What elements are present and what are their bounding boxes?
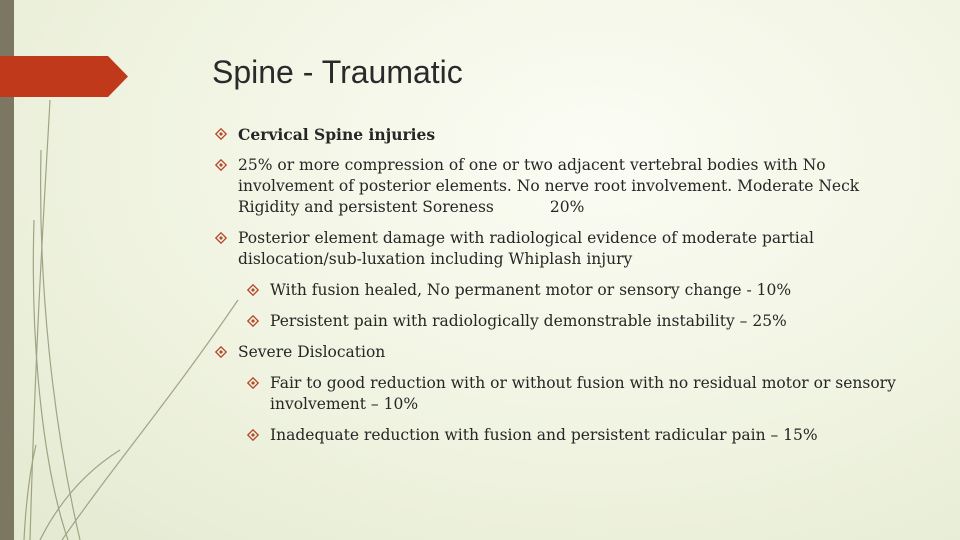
- diamond-bullet-icon: [215, 128, 227, 140]
- sub-bullet-item: [214, 280, 914, 301]
- diamond-bullet-icon: [247, 377, 259, 389]
- bullet-item: [214, 155, 914, 218]
- bullet-item: [214, 124, 914, 145]
- bullet-text: With fusion healed, No permanent motor or sensory change - 10%: [270, 281, 792, 299]
- title-accent-tab: [0, 56, 128, 97]
- bullet-text: 25% or more compression of one or two adjacent vertebral bodies with No involvement of posterior elements. No nerve root involvement. Moderate Neck Rigidity and persistent Soreness: [238, 156, 860, 216]
- sub-bullet-item: [214, 373, 914, 415]
- bullet-item: [214, 228, 914, 270]
- diamond-bullet-icon: [215, 346, 227, 358]
- sub-bullet-item: [214, 311, 914, 332]
- diamond-bullet-icon: [247, 284, 259, 296]
- bullet-text: Posterior element damage with radiological evidence of moderate partial dislocation/sub-luxation including Whiplash injury: [238, 229, 814, 268]
- bullet-text: Severe Dislocation: [238, 343, 386, 361]
- bullet-item: [214, 342, 914, 363]
- bullet-text: Persistent pain with radiologically demonstrable instability – 25%: [270, 312, 787, 330]
- slide-title: Spine - Traumatic: [212, 54, 463, 90]
- bullet-list: [214, 124, 914, 446]
- diamond-bullet-icon: [247, 429, 259, 441]
- rating-percent: 20%: [549, 198, 585, 216]
- sub-bullet-item: [214, 425, 914, 446]
- diamond-bullet-icon: [215, 232, 227, 244]
- diamond-bullet-icon: [215, 159, 227, 171]
- diamond-bullet-icon: [247, 315, 259, 327]
- bullet-text: Fair to good reduction with or without fusion with no residual motor or sensory involvement – 10%: [270, 374, 896, 413]
- bullet-text: Cervical Spine injuries: [238, 125, 436, 144]
- bullet-text: Inadequate reduction with fusion and persistent radicular pain – 15%: [270, 426, 818, 444]
